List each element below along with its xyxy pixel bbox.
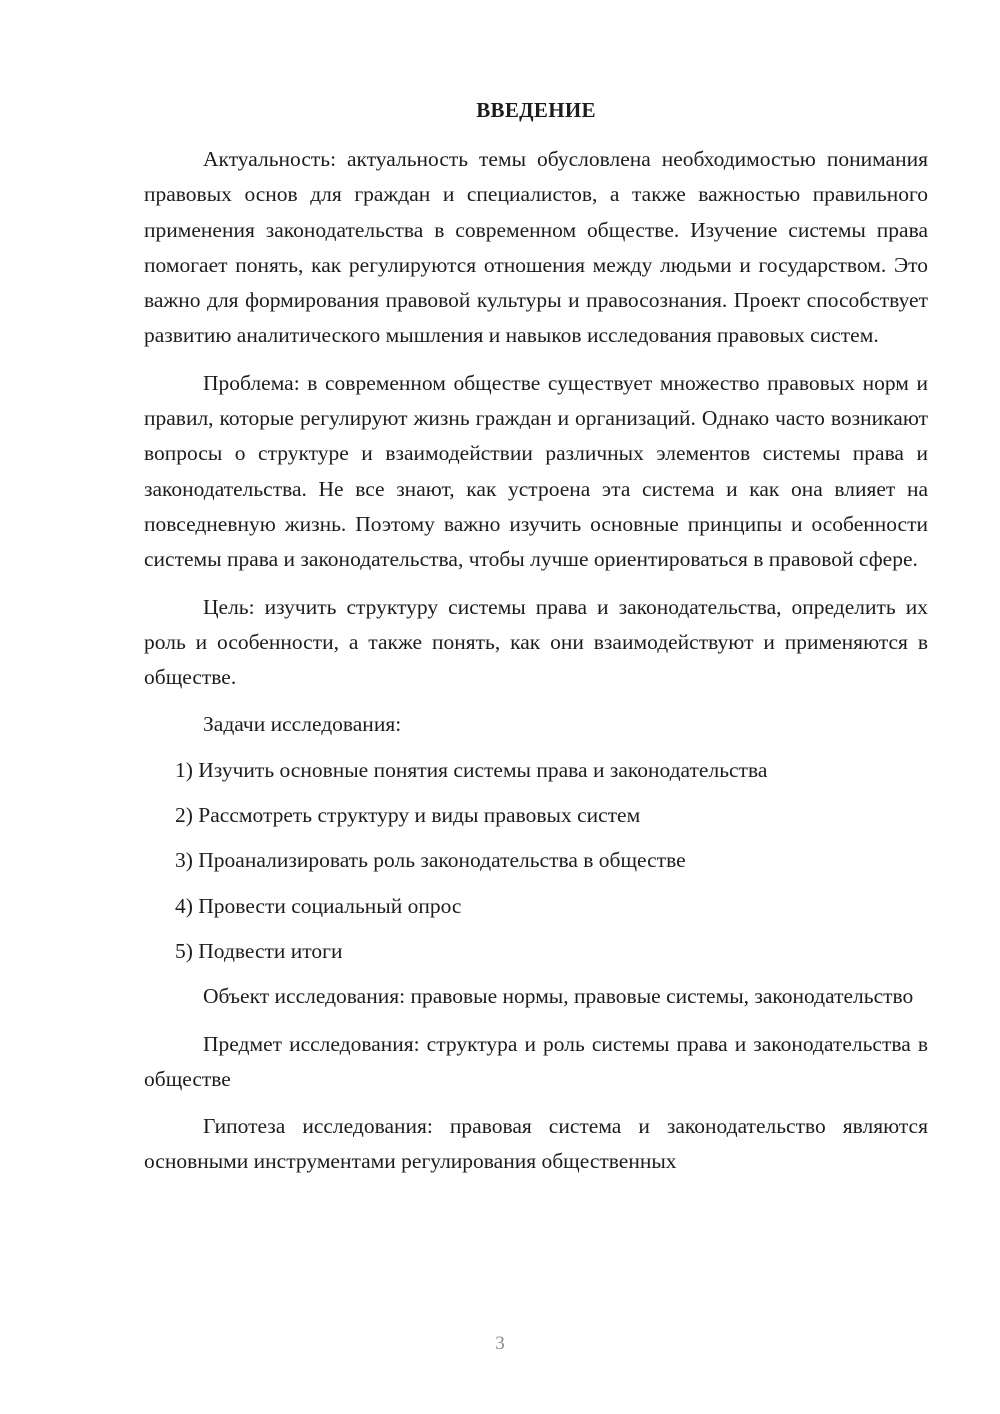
- tasks-title: Задачи исследования:: [203, 712, 402, 737]
- list-item: 5) Подвести итоги: [175, 938, 343, 963]
- list-item: 3) Проанализировать роль законодательства в обществе: [175, 848, 686, 873]
- paragraph-hypothesis: Гипотеза исследования: правовая система и законодательство являются основными инструментами регулирования общественных: [144, 1114, 928, 1174]
- paragraph-subject: Предмет исследования: структура и роль системы права и законодательства в обществе: [144, 1031, 928, 1091]
- paragraph-problem: Проблема: в современном обществе существует множество правовых норм и правил, которые регулируют жизнь граждан и организаций. Однако часто возникают вопросы о структуре и взаимодействии различных элементов системы права и законодательства. Не все знают, как устроена эта система и как она влияет на повседневную жизнь. Поэтому важно изучить основные принципы и особенности системы права и законодательства, чтобы лучше ориентироваться в правовой сфере.: [144, 370, 928, 572]
- list-item: 2) Рассмотреть структуру и виды правовых систем: [175, 803, 641, 828]
- section-heading: ВВЕДЕНИЕ: [476, 98, 596, 122]
- list-item: 1) Изучить основные понятия системы права и законодательства: [175, 757, 768, 782]
- paragraph-goal: Цель: изучить структуру системы права и законодательства, определить их роль и особенности, а также понять, как они взаимодействуют и применяются в обществе.: [144, 594, 928, 690]
- page-content: [144, 94, 928, 1192]
- tasks-list: [144, 753, 928, 969]
- page-number: 3: [495, 1333, 505, 1354]
- paragraph-object: Объект исследования: правовые нормы, правовые системы, законодательство: [203, 984, 914, 1009]
- list-item: 4) Провести социальный опрос: [175, 893, 462, 918]
- paragraph-relevance: Актуальность: актуальность темы обусловлена необходимостью понимания правовых основ для граждан и специалистов, а также важностью правильного применения законодательства в современном обществе. Изучение системы права помогает понять, как регулируются отношения между людьми и государством. Это важно для формирования правовой культуры и правосознания. Проект способствует развитию аналитического мышления и навыков исследования правовых систем.: [144, 147, 928, 348]
